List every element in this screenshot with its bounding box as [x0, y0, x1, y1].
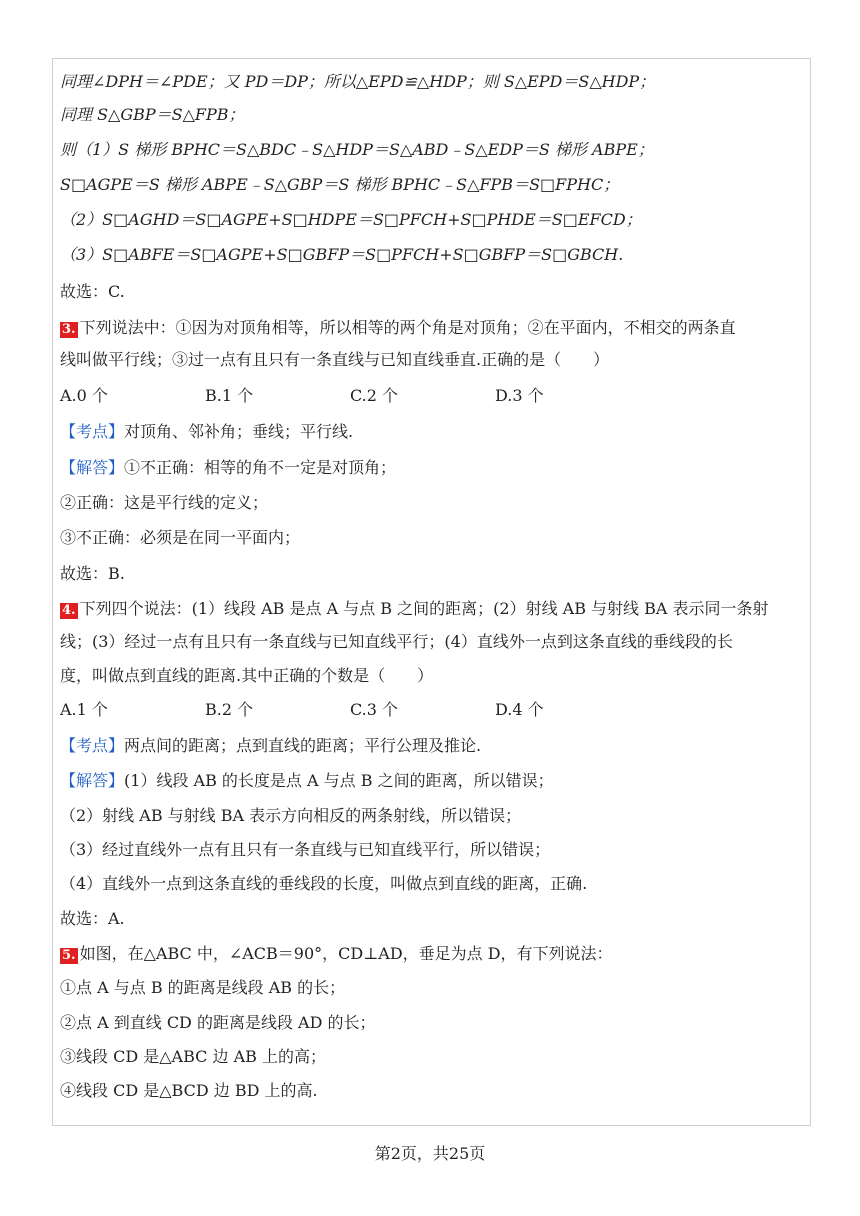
q4-option-c: C.3 个 — [350, 700, 399, 719]
q4-stem-text-1: 下列四个说法：(1）线段 AB 是点 A 与点 B 之间的距离；(2）射线 AB 与射线 BA 表示同一条射 — [79, 599, 769, 618]
q5-item-1: ①点 A 与点 B 的距离是线段 AB 的长； — [60, 978, 346, 997]
q4-jieda-line-2: （2）射线 AB 与射线 BA 表示方向相反的两条射线，所以错误； — [60, 806, 522, 825]
q3-jieda-line-3: ③不正确：必须是在同一平面内； — [60, 528, 301, 547]
solution-answer: 故选：C. — [60, 282, 125, 301]
q3-kaodian-tag: 【考点】 — [60, 422, 125, 441]
q3-jieda-text-1: ①不正确：相等的角不一定是对顶角； — [124, 458, 397, 477]
solution-line-1: 同理∠DPH＝∠PDE；又 PD＝DP；所以△EPD≌△HDP；则 S△EPD＝S△HDP； — [60, 72, 656, 91]
q3-kaodian — [60, 422, 353, 442]
q4-jieda-tag: 【解答】 — [60, 771, 125, 790]
solution-line-6: （3）S□ABFE＝S□AGPE+S□GBFP＝S□PFCH+S□GBFP＝S□GBCH. — [60, 245, 624, 264]
q3-jieda-line-1 — [60, 458, 396, 478]
q4-jieda-line-3: （3）经过直线外一点有且只有一条直线与已知直线平行，所以错误； — [60, 840, 551, 859]
q4-number-badge: 4. — [62, 603, 76, 618]
q4-kaodian-tag: 【考点】 — [60, 736, 125, 755]
q4-jieda-line-4: （4）直线外一点到这条直线的垂线段的长度，叫做点到直线的距离，正确. — [60, 874, 588, 893]
q3-option-c: C.2 个 — [350, 386, 399, 405]
q3-stem-text-1: 下列说法中：①因为对顶角相等，所以相等的两个角是对顶角；②在平面内，不相交的两条直 — [79, 318, 736, 337]
q4-option-b: B.2 个 — [205, 700, 254, 719]
q4-kaodian — [60, 736, 481, 756]
q3-stem-line-1 — [60, 318, 736, 338]
q5-number-badge: 5. — [62, 948, 76, 963]
q3-kaodian-text: 对顶角、邻补角；垂线；平行线. — [124, 422, 354, 441]
q4-answer: 故选：A. — [60, 909, 125, 928]
q3-option-d: D.3 个 — [495, 386, 544, 405]
q4-option-d: D.4 个 — [495, 700, 544, 719]
solution-line-5: （2）S□AGHD＝S□AGPE+S□HDPE＝S□PFCH+S□PHDE＝S□EFCD； — [60, 210, 642, 229]
q4-options — [60, 700, 640, 720]
q5-stem-text: 如图，在△ABC 中，∠ACB＝90°，CD⊥AD，垂足为点 D，有下列说法： — [79, 944, 613, 963]
q3-option-a: A.0 个 — [60, 386, 108, 405]
q4-kaodian-text: 两点间的距离；点到直线的距离；平行公理及推论. — [124, 736, 482, 755]
q5-stem — [60, 944, 613, 964]
q3-answer: 故选：B. — [60, 564, 125, 583]
q3-jieda-tag: 【解答】 — [60, 458, 125, 477]
page-footer: 第2页，共25页 — [374, 1144, 486, 1163]
q5-item-4: ④线段 CD 是△BCD 边 BD 上的高. — [60, 1081, 318, 1100]
q4-stem-line-3: 度，叫做点到直线的距离.其中正确的个数是（ ） — [60, 666, 434, 685]
q3-number-badge: 3. — [62, 322, 76, 337]
q5-item-3: ③线段 CD 是△ABC 边 AB 上的高； — [60, 1047, 326, 1066]
q4-option-a: A.1 个 — [60, 700, 108, 719]
q4-stem-line-2: 线；(3）经过一点有且只有一条直线与已知直线平行；(4）直线外一点到这条直线的垂线段的长 — [60, 632, 733, 651]
q3-jieda-line-2: ②正确：这是平行线的定义； — [60, 493, 269, 512]
solution-line-2: 同理 S△GBP＝S△FPB； — [60, 105, 245, 124]
q3-stem-line-2: 线叫做平行线；③过一点有且只有一条直线与已知直线垂直.正确的是（ ） — [60, 350, 610, 369]
q4-jieda-line-1 — [60, 771, 554, 791]
solution-line-4: S□AGPE＝S 梯形 ABPE﹣S△GBP＝S 梯形 BPHC﹣S△FPB＝S□FPHC； — [60, 175, 620, 194]
q4-stem-line-1 — [60, 599, 769, 619]
q4-jieda-text-1: (1）线段 AB 的长度是点 A 与点 B 之间的距离，所以错误； — [124, 771, 554, 790]
q3-options — [60, 386, 640, 406]
solution-line-3: 则（1）S 梯形 BPHC＝S△BDC﹣S△HDP＝S△ABD﹣S△EDP＝S 梯形 ABPE； — [60, 140, 654, 159]
q5-item-2: ②点 A 到直线 CD 的距离是线段 AD 的长； — [60, 1013, 376, 1032]
q3-option-b: B.1 个 — [205, 386, 254, 405]
